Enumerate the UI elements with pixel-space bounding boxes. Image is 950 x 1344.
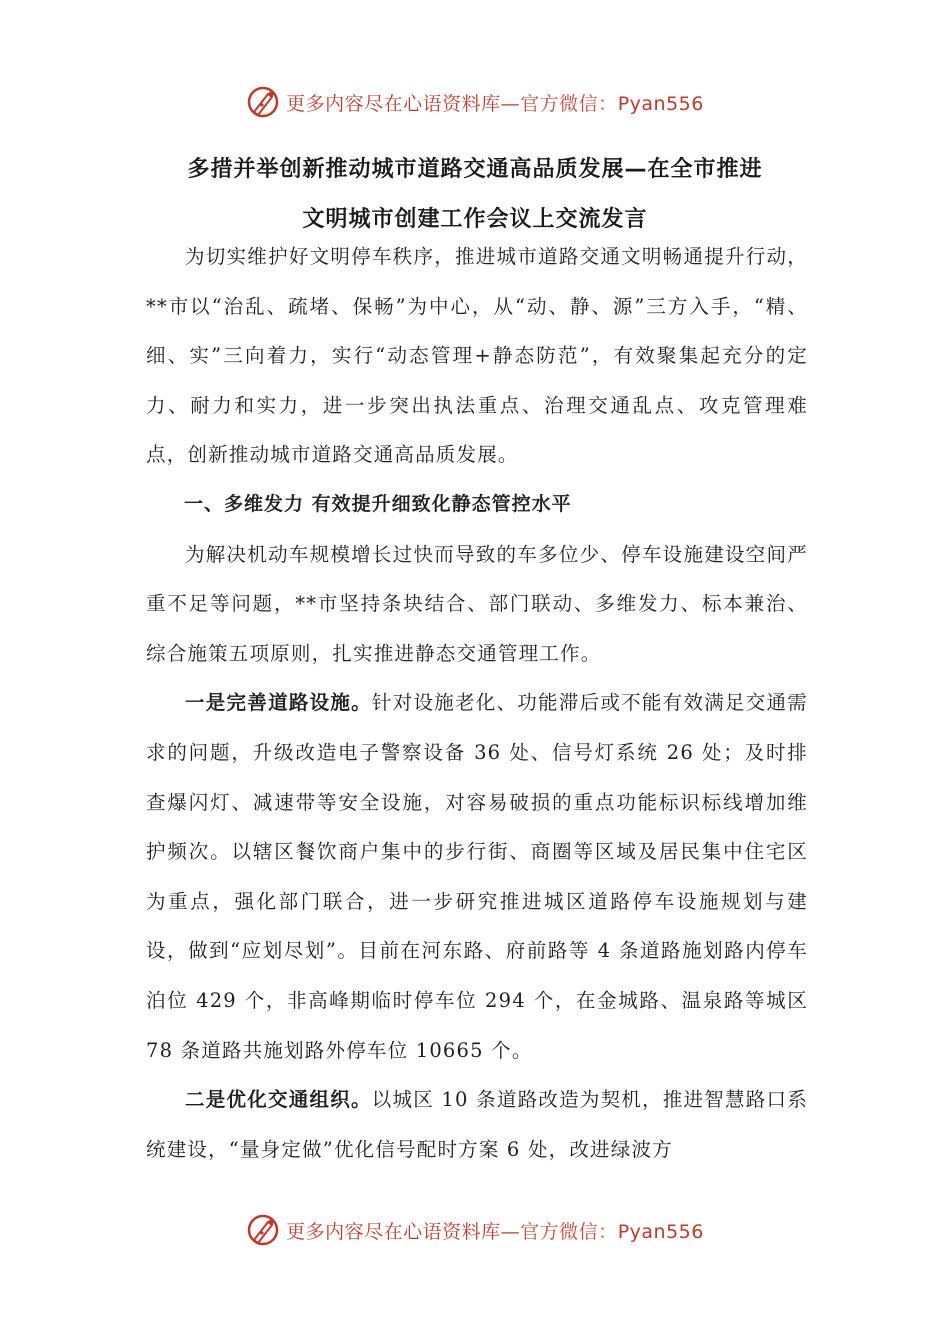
pen-nib-logo-icon xyxy=(246,85,280,119)
banner-main-text: 更多内容尽在心语资料库 xyxy=(286,92,501,115)
banner-wechat-account: Pyan556 xyxy=(617,1220,704,1243)
banner-text xyxy=(286,89,704,116)
footer-watermark-banner xyxy=(0,1210,950,1250)
paragraph-intro: 为切实维护好文明停车秩序，推进城市道路交通文明畅通提升行动，**市以“治乱、疏堵、保畅”为中心，从“动、静、源”三方入手，“精、细、实”三向着力，实行“动态管理+静态防范”，有效聚集起充分的定力、耐力和实力，进一步突出执法重点、治理交通乱点、攻克管理难点，创新推动城市道路交通高品质发展。 xyxy=(146,245,808,467)
banner-wechat-account: Pyan556 xyxy=(617,92,704,115)
banner-wechat-label: 官方微信： xyxy=(520,1220,618,1243)
paragraph-4 xyxy=(146,1075,808,1174)
section-heading-1: 一、多维发力 有效提升细致化静态管控水平 xyxy=(184,492,572,515)
banner-separator: — xyxy=(500,92,521,115)
paragraph-4-body: 以城区 10 条道路改造为契机，推进智慧路口系统建设，“量身定做”优化信号配时方案 6 处，改进绿波方 xyxy=(146,1088,808,1161)
paragraph-2: 为解决机动车规模增长过快而导致的车多位少、停车设施建设空间严重不足等问题，**市坚持条块结合、部门联动、多维发力、标本兼治、综合施策五项原则，扎实推进静态交通管理工作。 xyxy=(146,542,808,665)
banner-main-text: 更多内容尽在心语资料库 xyxy=(286,1220,501,1243)
paragraph-3 xyxy=(146,678,808,1075)
banner-text xyxy=(286,1217,704,1244)
paragraph-4-lead: 二是优化交通组织。 xyxy=(185,1088,372,1112)
document-title-line-2: 文明城市创建工作会议上交流发言 xyxy=(302,207,648,232)
header-watermark-banner xyxy=(0,82,950,122)
banner-separator: — xyxy=(500,1220,521,1243)
document-body xyxy=(146,232,808,1174)
paragraph-3-body: 针对设施老化、功能滞后或不能有效满足交通需求的问题，升级改造电子警察设备 36 处、信号灯系统 26 处；及时排查爆闪灯、减速带等安全设施，对容易破损的重点功能标识标线增加维护频次。以辖区餐饮商户集中的步行街、商圈等区域及居民集中住宅区为重点，强化部门联合，进一步研究推进城区道路停车设施规划与建设，做到“应划尽划”。目前在河东路、府前路等 4 条道路施划路内停车泊位 429 个，非高峰期临时停车位 294 个，在金城路、温泉路等城区 78 条道路共施划路外停车位 10665 个。 xyxy=(146,691,808,1062)
pen-nib-logo-icon xyxy=(246,1213,280,1247)
document-title-line-1: 多措并举创新推动城市道路交通高品质发展—在全市推进 xyxy=(187,157,763,182)
banner-wechat-label: 官方微信： xyxy=(520,92,618,115)
paragraph-3-lead: 一是完善道路设施。 xyxy=(185,691,372,715)
